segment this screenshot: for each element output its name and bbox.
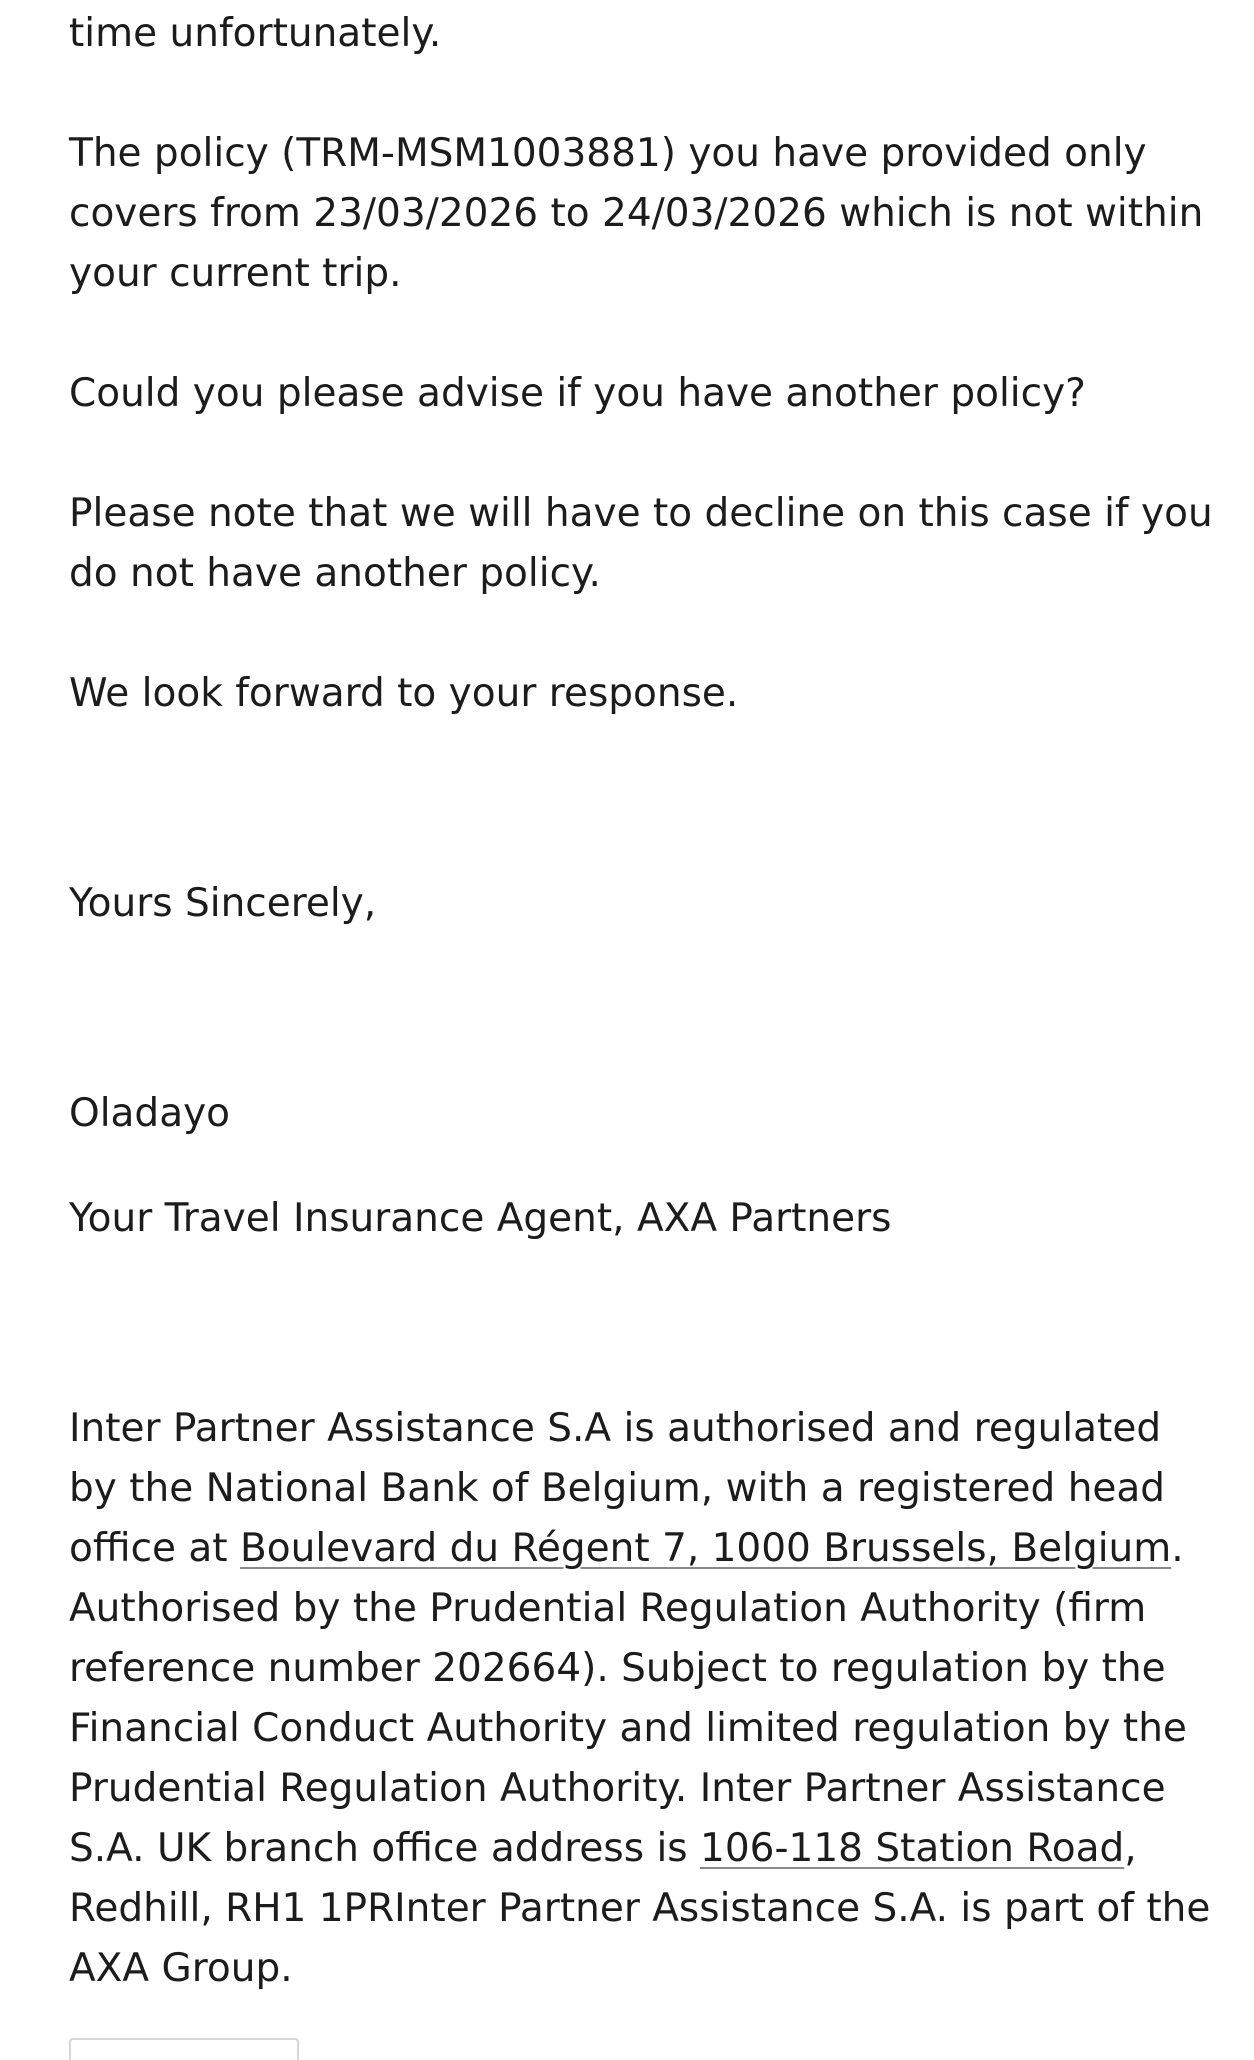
policy-paragraph: The policy (TRM-MSM1003881) you have provided only covers from 23/03/2026 to 24/03/2026 which is not within your current trip. — [69, 131, 1204, 296]
agent-title: Your Travel Insurance Agent, AXA Partners — [69, 1196, 892, 1241]
email-body — [69, 4, 1219, 1999]
legal-text-part-3: , Redhill, RH1 1PRInter Partner Assistance S.A. is part of the AXA Group. — [69, 1826, 1211, 1991]
legal-text-part-2: . Authorised by the Prudential Regulation Authority (firm reference number 202664). Subject to regulation by the Financial Conduct Authority and limited regulation by the Prudential Regulation Authority. Inter Partner Assistance S.A. UK branch office address is — [69, 1526, 1187, 1871]
look-forward-paragraph: We look forward to your response. — [69, 671, 739, 716]
agent-name: Oladayo — [69, 1091, 231, 1136]
email-top-line: time unfortunately. — [69, 11, 442, 56]
partial-button-outline[interactable] — [69, 2038, 299, 2060]
uk-branch-address-link[interactable]: 106-118 Station Road — [700, 1826, 1125, 1871]
signoff: Yours Sincerely, — [69, 881, 377, 926]
legal-paragraph — [69, 1399, 1219, 1999]
legal-text-part-1: Inter Partner Assistance S.A is authorised and regulated by the National Bank of Belgium, with a registered head office at — [69, 1406, 1166, 1571]
decline-paragraph: Please note that we will have to decline on this case if you do not have another policy. — [69, 491, 1213, 596]
question-paragraph: Could you please advise if you have another policy? — [69, 371, 1086, 416]
head-office-address-link[interactable]: Boulevard du Régent 7, 1000 Brussels, Belgium — [240, 1526, 1172, 1571]
